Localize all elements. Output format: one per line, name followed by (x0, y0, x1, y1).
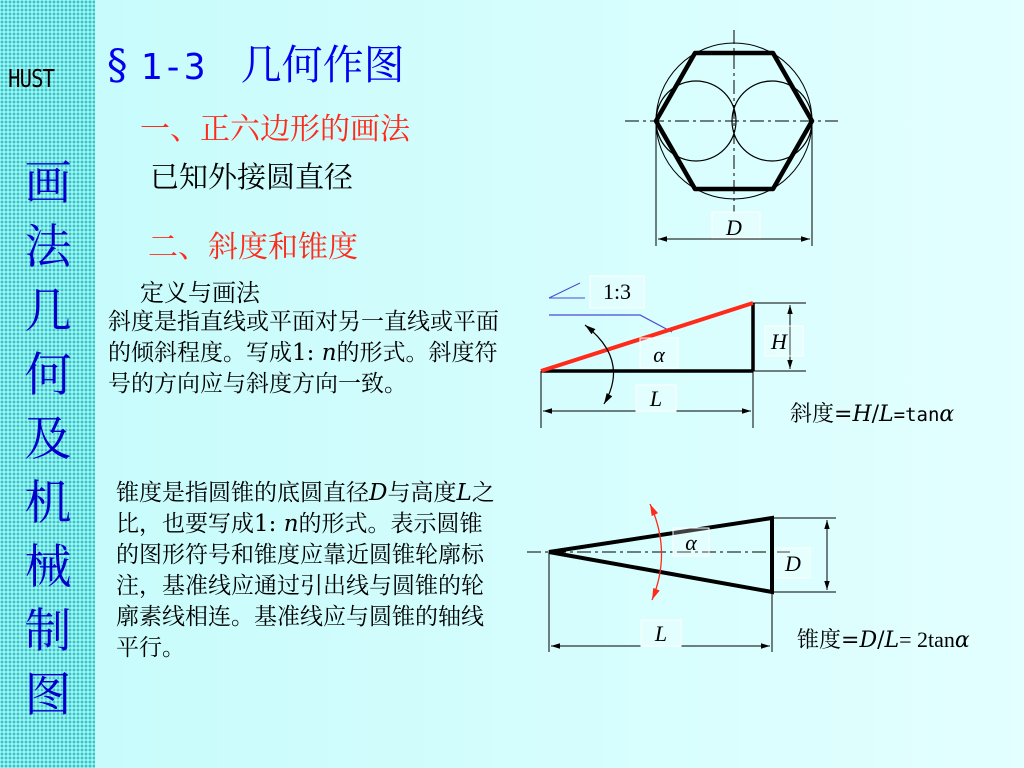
slope-H-label: H (771, 329, 787, 354)
slope-formula-alpha: α (939, 402, 955, 427)
slope-formula-H: H (852, 402, 872, 427)
slope-text-a: 斜度是指直线或平面对另一直线或平面的倾斜程度。写成1: (108, 309, 499, 366)
taper-formula (797, 627, 970, 653)
section-symbol: § (107, 41, 128, 89)
hexagon-D-label: D (726, 215, 742, 240)
hust-label: HUST (8, 64, 55, 93)
course-title-char: 几 (24, 284, 72, 339)
taper-n: n (283, 511, 299, 537)
taper-text-b: 与高度 (387, 480, 457, 506)
hexagon-heading: 一、正六边形的画法 (140, 112, 410, 147)
course-title-char: 械 (24, 540, 72, 595)
course-title-char: 何 (24, 348, 72, 403)
course-title-char: 及 (24, 412, 72, 467)
taper-formula-alpha: α (954, 628, 970, 653)
hexagon-given-text: 已知外接圆直径 (150, 160, 354, 194)
taper-figure (527, 504, 970, 653)
slope-formula-L: L (879, 402, 894, 427)
slope-formula-prefix: 斜度= (790, 402, 853, 427)
taper-formula-slash: / (877, 628, 885, 653)
definition-heading: 定义与画法 (140, 279, 260, 307)
slope-ratio-label: 1:3 (602, 279, 632, 304)
course-title-char: 制 (24, 604, 72, 659)
slope-symbol-sloped (549, 283, 580, 298)
taper-L: L (456, 480, 472, 506)
slope-formula (790, 402, 954, 427)
section-title-text: 几何作图 (240, 41, 405, 89)
taper-formula-prefix: 锥度= (797, 628, 860, 653)
taper-D-label: D (785, 551, 801, 576)
course-title-char: 画 (24, 156, 72, 211)
hexagon-figure (625, 30, 838, 246)
taper-text-c: 之比，也要写成1: (116, 480, 495, 537)
course-title-char: 机 (24, 476, 72, 531)
slope-formula-slash: / (871, 402, 880, 427)
course-title-char: 图 (24, 668, 72, 723)
taper-alpha-label: α (685, 530, 697, 555)
slope-figure (541, 276, 954, 428)
slope-L-label: L (649, 386, 663, 411)
taper-text-d: 的形式。表示圆锥的图形符号和锥度应靠近圆锥轮廓标注，基准线应通过引出线与圆锥的轮廓素线相连。基准线应与圆锥的轴线平行。 (116, 511, 484, 661)
slope-leader-line (549, 315, 672, 332)
slope-alpha-label: α (653, 342, 665, 367)
taper-formula-L: L (884, 628, 900, 653)
slope-taper-heading: 二、斜度和锥度 (148, 230, 358, 265)
taper-formula-D: D (859, 628, 878, 653)
taper-text-a: 锥度是指圆锥的底圆直径 (116, 480, 369, 506)
slope-text-b: 的形式。斜度符号的方向应与斜度方向一致。 (108, 340, 498, 397)
slope-angle-arc (585, 325, 614, 404)
slope-n: n (321, 340, 337, 366)
taper-formula-eq: = 2tan (899, 627, 955, 652)
section-number: 1-3 (140, 47, 206, 88)
taper-L-label: L (654, 621, 668, 646)
taper-cone-outline (549, 518, 772, 592)
course-title-char: 法 (24, 220, 72, 275)
slope-formula-eq: =tan (893, 404, 940, 426)
taper-D: D (369, 480, 388, 506)
